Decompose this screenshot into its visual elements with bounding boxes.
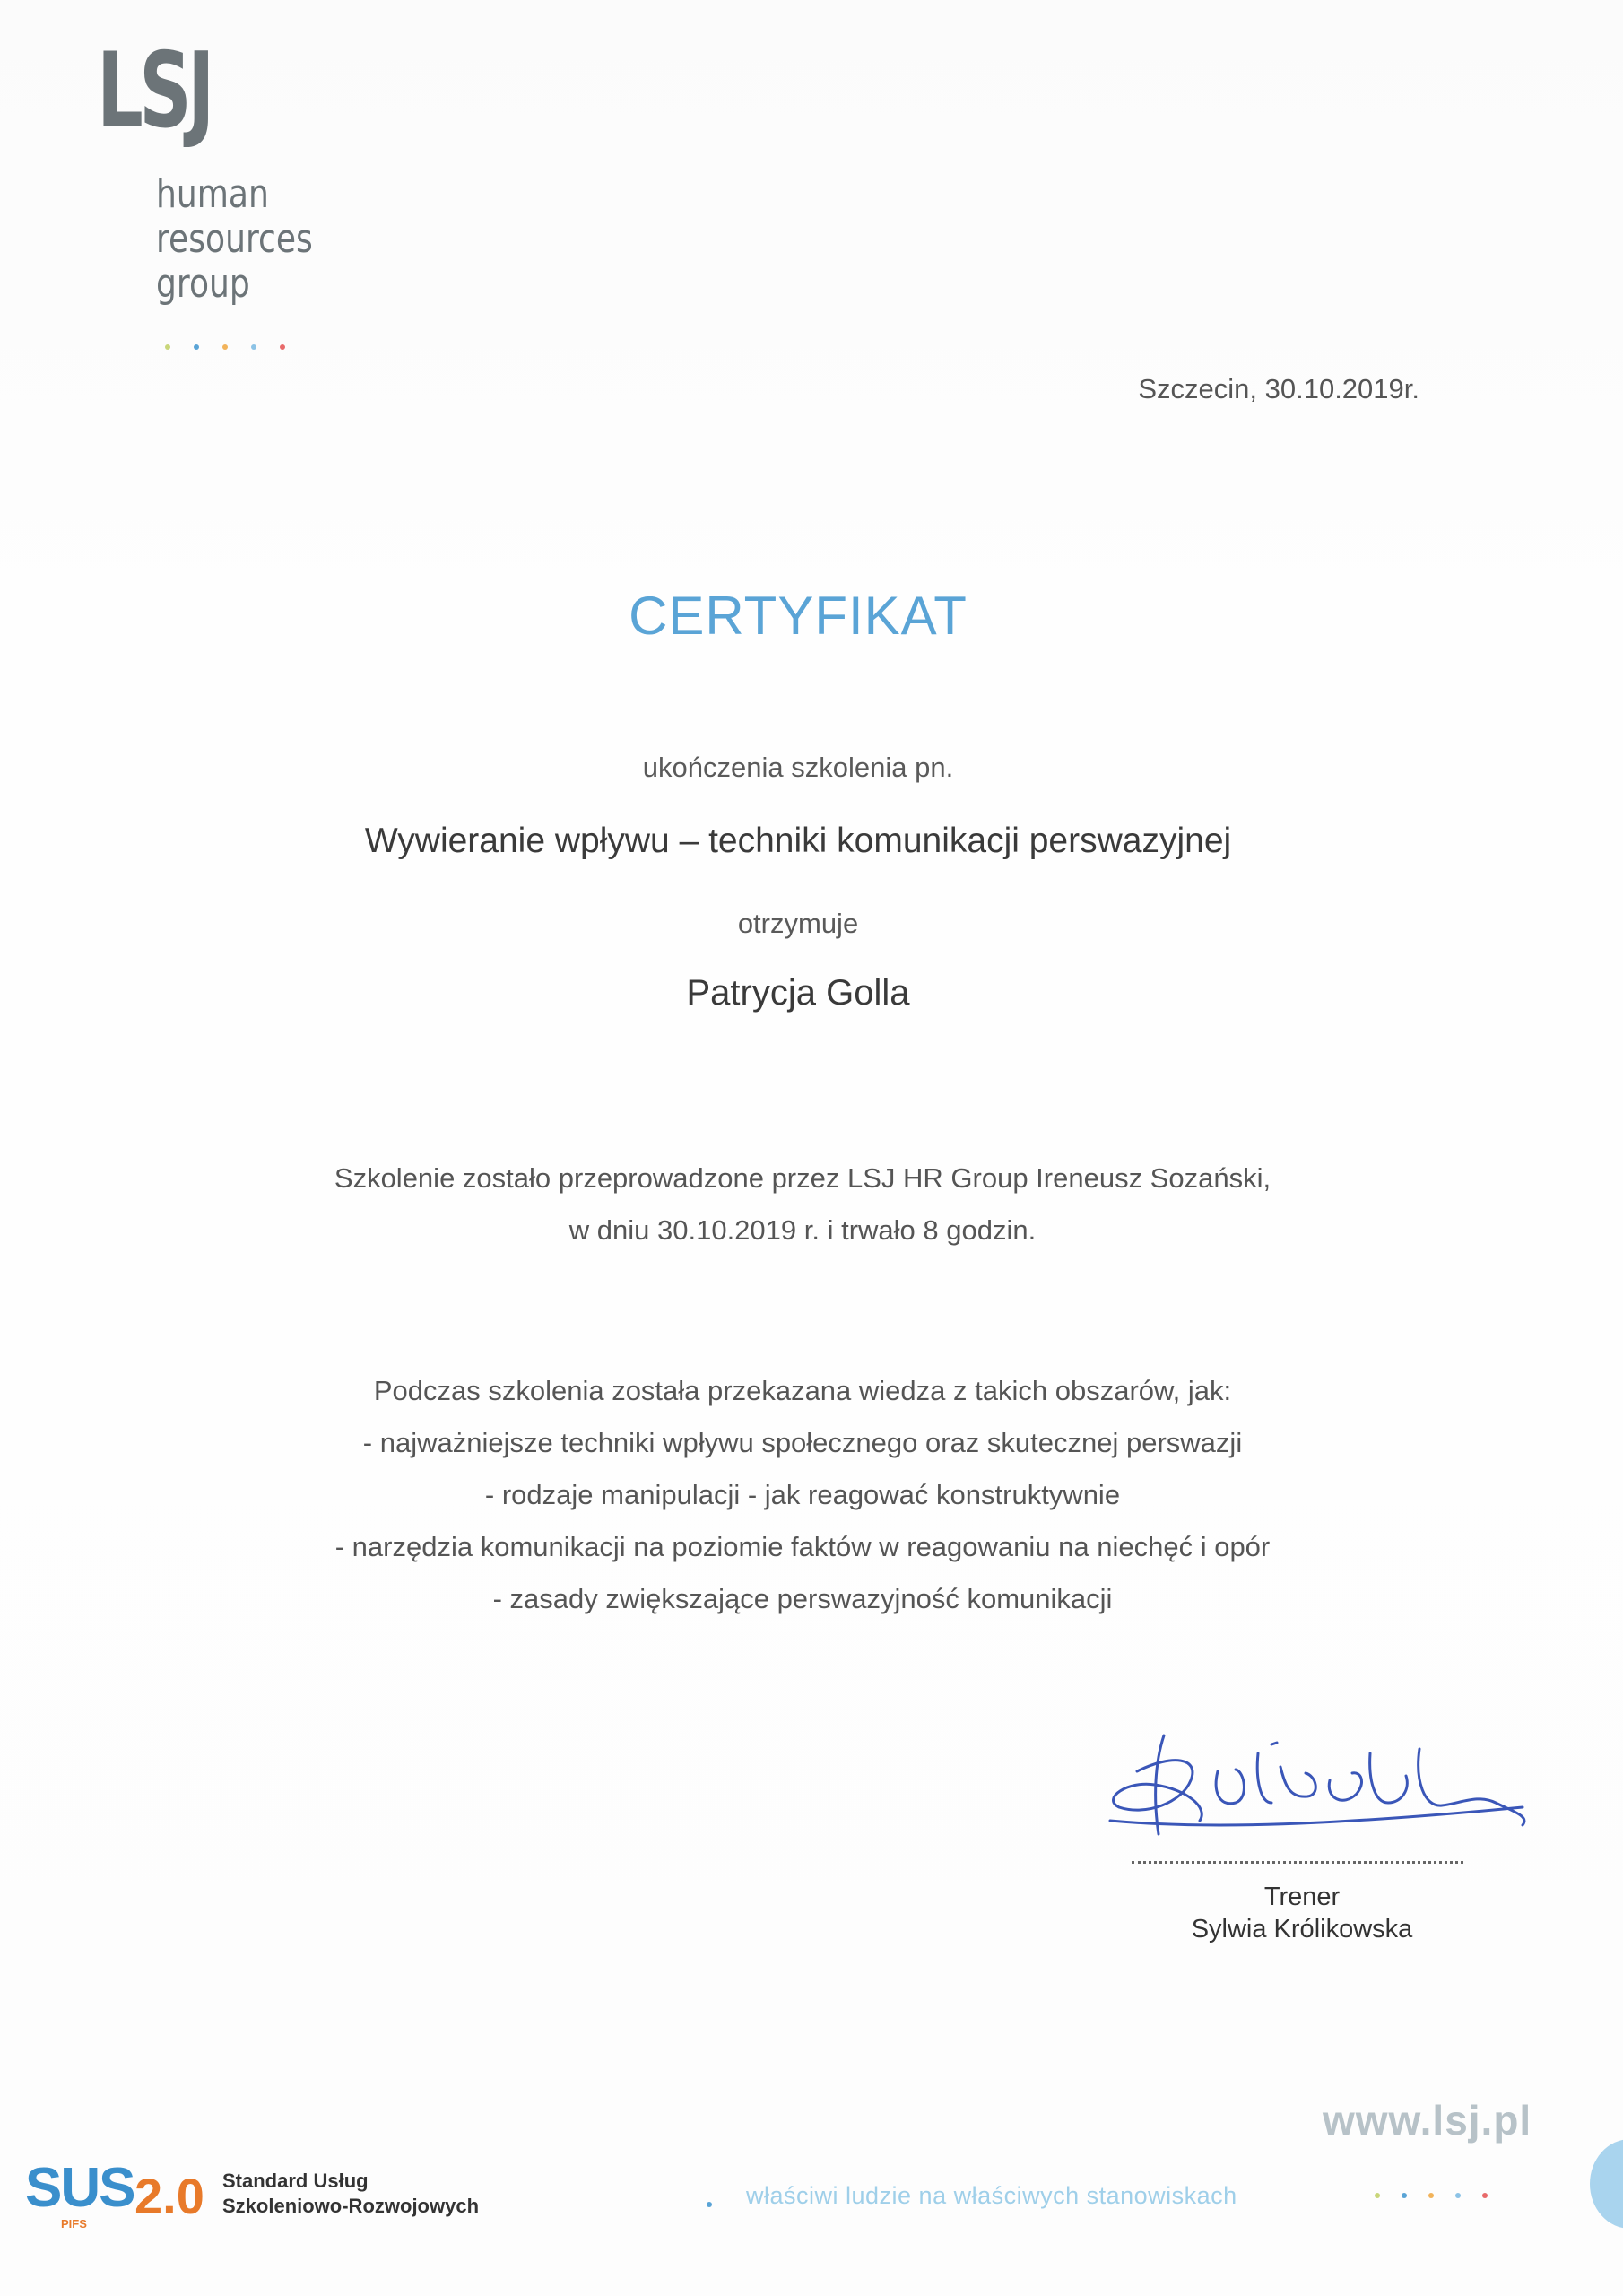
sus-sub: PIFS bbox=[61, 2217, 87, 2231]
conducted-paragraph bbox=[0, 1152, 1605, 1257]
logo-mark: LSJ bbox=[97, 30, 211, 152]
logo-dots bbox=[165, 344, 285, 350]
logo-dot bbox=[194, 344, 199, 350]
certificate-title: CERTYFIKAT bbox=[629, 586, 968, 646]
trainer-role: Trener bbox=[1263, 1883, 1341, 1911]
footer-dot bbox=[1375, 2193, 1380, 2198]
topic-item: - narzędzia komunikacji na poziomie faktów w reagowaniu na niechęć i opór bbox=[334, 1531, 1271, 1562]
signature-line bbox=[1132, 1861, 1463, 1864]
conducted-line: w dniu 30.10.2019 r. i trwało 8 godzin. bbox=[568, 1214, 1037, 1246]
website-link[interactable]: www.lsj.pl bbox=[1323, 2097, 1532, 2144]
footer-dot bbox=[1482, 2193, 1488, 2198]
receives-label: otrzymuje bbox=[737, 908, 859, 939]
sus-line: Szkoleniowo-Rozwojowych bbox=[222, 2195, 480, 2217]
trainer-block bbox=[1182, 1881, 1422, 1945]
sus-mark: SUS bbox=[25, 2157, 135, 2219]
footer-tagline: właściwi ludzie na właściwych stanowiskach bbox=[746, 2182, 1237, 2209]
logo-dot bbox=[222, 344, 228, 350]
footer-dots bbox=[1375, 2193, 1488, 2198]
course-name: Wywieranie wpływu – techniki komunikacji perswazyjnej bbox=[364, 822, 1232, 860]
topics-paragraph bbox=[0, 1365, 1605, 1625]
trainer-name: Sylwia Królikowska bbox=[1191, 1915, 1413, 1944]
topics-intro: Podczas szkolenia została przekazana wiedza z takich obszarów, jak: bbox=[373, 1375, 1232, 1406]
footer-dot bbox=[1428, 2193, 1434, 2198]
logo-line-group: group bbox=[156, 261, 250, 307]
tagline-dot bbox=[707, 2202, 712, 2207]
topic-item: - najważniejsze techniki wpływu społecznego oraz skutecznej perswazji bbox=[362, 1427, 1243, 1458]
issue-date: Szczecin, 30.10.2019r. bbox=[1138, 373, 1419, 404]
sus-text bbox=[222, 2169, 479, 2219]
logo-line-resources: resources bbox=[156, 216, 313, 262]
topic-item: - zasady zwiększające perswazyjność komunikacji bbox=[492, 1583, 1113, 1614]
logo-text bbox=[156, 172, 313, 307]
logo-dot bbox=[280, 344, 285, 350]
footer-dot bbox=[1402, 2193, 1407, 2198]
trainer-signature bbox=[1101, 1718, 1532, 1852]
decorative-circle bbox=[1590, 2139, 1623, 2229]
footer-dot bbox=[1455, 2193, 1461, 2198]
conducted-line: Szkolenie zostało przeprowadzone przez LSJ HR Group Ireneusz Sozański, bbox=[334, 1162, 1271, 1194]
certificate-subtitle: ukończenia szkolenia pn. bbox=[642, 752, 954, 783]
sus-line: Standard Usług bbox=[222, 2170, 369, 2192]
sus-version: 2.0 bbox=[135, 2168, 204, 2224]
topic-item: - rodzaje manipulacji - jak reagować konstruktywnie bbox=[484, 1479, 1121, 1510]
lsj-logo bbox=[97, 30, 348, 362]
recipient-name: Patrycja Golla bbox=[686, 973, 910, 1013]
logo-dot bbox=[165, 344, 170, 350]
logo-dot bbox=[251, 344, 256, 350]
sus-logo bbox=[25, 2151, 509, 2249]
logo-line-human: human bbox=[156, 171, 269, 217]
